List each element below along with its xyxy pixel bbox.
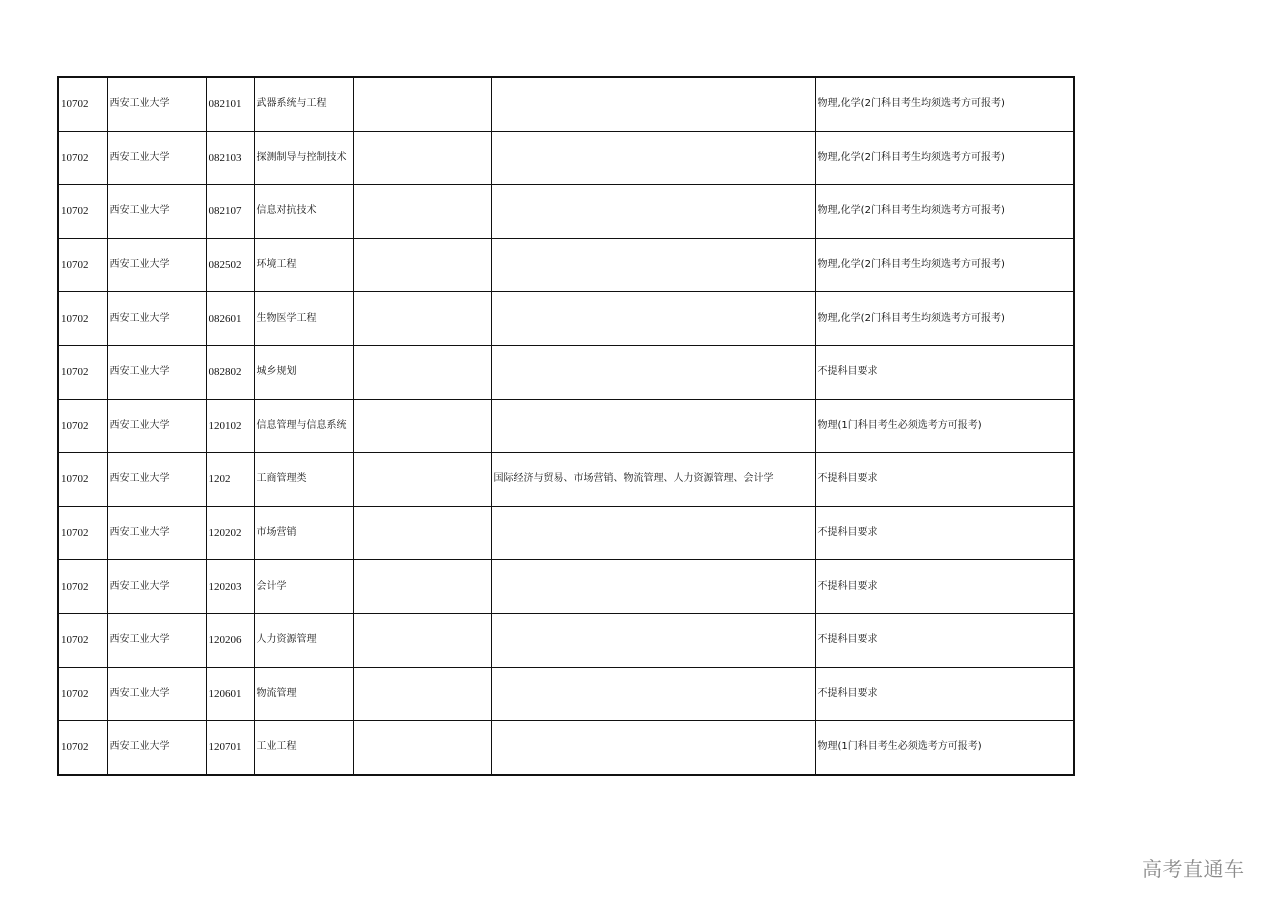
cell-subject-requirement: 物理,化学(2门科目考生均须选考方可报考) bbox=[815, 292, 1074, 346]
cell-subject-requirement: 物理(1门科目考生必须选考方可报考) bbox=[815, 721, 1074, 775]
cell-institution-code: 10702 bbox=[58, 721, 107, 775]
cell-major-code: 120203 bbox=[206, 560, 254, 614]
cell-major-name: 信息管理与信息系统 bbox=[254, 399, 353, 453]
cell-major-code: 082802 bbox=[206, 345, 254, 399]
cell-institution-name: 西安工业大学 bbox=[107, 131, 206, 185]
cell-major-name: 环境工程 bbox=[254, 238, 353, 292]
cell-empty-column bbox=[353, 131, 491, 185]
cell-included-majors bbox=[491, 292, 815, 346]
cell-major-code: 120701 bbox=[206, 721, 254, 775]
cell-empty-column bbox=[353, 185, 491, 239]
cell-institution-code: 10702 bbox=[58, 345, 107, 399]
cell-institution-name: 西安工业大学 bbox=[107, 77, 206, 131]
cell-empty-column bbox=[353, 613, 491, 667]
cell-institution-code: 10702 bbox=[58, 185, 107, 239]
cell-major-code: 082103 bbox=[206, 131, 254, 185]
cell-empty-column bbox=[353, 506, 491, 560]
cell-institution-code: 10702 bbox=[58, 77, 107, 131]
cell-empty-column bbox=[353, 345, 491, 399]
cell-major-name: 探测制导与控制技术 bbox=[254, 131, 353, 185]
table-row bbox=[58, 506, 1074, 560]
cell-institution-code: 10702 bbox=[58, 667, 107, 721]
cell-included-majors: 国际经济与贸易、市场营销、物流管理、人力资源管理、会计学 bbox=[491, 453, 815, 507]
cell-empty-column bbox=[353, 292, 491, 346]
cell-major-name: 人力资源管理 bbox=[254, 613, 353, 667]
cell-institution-code: 10702 bbox=[58, 560, 107, 614]
cell-major-code: 120102 bbox=[206, 399, 254, 453]
table-row bbox=[58, 131, 1074, 185]
table-body bbox=[58, 77, 1074, 775]
cell-major-code: 120601 bbox=[206, 667, 254, 721]
cell-included-majors bbox=[491, 185, 815, 239]
cell-institution-code: 10702 bbox=[58, 453, 107, 507]
cell-major-code: 082601 bbox=[206, 292, 254, 346]
cell-empty-column bbox=[353, 721, 491, 775]
cell-institution-name: 西安工业大学 bbox=[107, 453, 206, 507]
table-row bbox=[58, 292, 1074, 346]
table-row bbox=[58, 345, 1074, 399]
cell-major-code: 1202 bbox=[206, 453, 254, 507]
cell-subject-requirement: 物理,化学(2门科目考生均须选考方可报考) bbox=[815, 131, 1074, 185]
cell-major-name: 市场营销 bbox=[254, 506, 353, 560]
table-row bbox=[58, 721, 1074, 775]
cell-major-name: 工业工程 bbox=[254, 721, 353, 775]
cell-major-code: 120206 bbox=[206, 613, 254, 667]
cell-included-majors bbox=[491, 399, 815, 453]
table-row bbox=[58, 399, 1074, 453]
cell-major-name: 工商管理类 bbox=[254, 453, 353, 507]
cell-major-code: 120202 bbox=[206, 506, 254, 560]
cell-subject-requirement: 不提科目要求 bbox=[815, 506, 1074, 560]
cell-institution-name: 西安工业大学 bbox=[107, 292, 206, 346]
cell-included-majors bbox=[491, 721, 815, 775]
cell-major-name: 会计学 bbox=[254, 560, 353, 614]
table-row bbox=[58, 238, 1074, 292]
cell-empty-column bbox=[353, 399, 491, 453]
watermark: 高考直通车 bbox=[1142, 857, 1245, 881]
cell-institution-name: 西安工业大学 bbox=[107, 560, 206, 614]
cell-empty-column bbox=[353, 453, 491, 507]
cell-included-majors bbox=[491, 345, 815, 399]
cell-subject-requirement: 不提科目要求 bbox=[815, 613, 1074, 667]
cell-empty-column bbox=[353, 560, 491, 614]
cell-major-name: 生物医学工程 bbox=[254, 292, 353, 346]
cell-empty-column bbox=[353, 667, 491, 721]
table-row bbox=[58, 185, 1074, 239]
cell-included-majors bbox=[491, 613, 815, 667]
cell-subject-requirement: 不提科目要求 bbox=[815, 345, 1074, 399]
cell-included-majors bbox=[491, 506, 815, 560]
cell-institution-name: 西安工业大学 bbox=[107, 721, 206, 775]
cell-institution-name: 西安工业大学 bbox=[107, 238, 206, 292]
cell-empty-column bbox=[353, 238, 491, 292]
cell-institution-code: 10702 bbox=[58, 292, 107, 346]
table-row bbox=[58, 77, 1074, 131]
cell-subject-requirement: 物理,化学(2门科目考生均须选考方可报考) bbox=[815, 185, 1074, 239]
cell-subject-requirement: 物理(1门科目考生必须选考方可报考) bbox=[815, 399, 1074, 453]
cell-institution-name: 西安工业大学 bbox=[107, 613, 206, 667]
cell-subject-requirement: 不提科目要求 bbox=[815, 667, 1074, 721]
cell-institution-name: 西安工业大学 bbox=[107, 399, 206, 453]
cell-major-name: 武器系统与工程 bbox=[254, 77, 353, 131]
cell-institution-name: 西安工业大学 bbox=[107, 345, 206, 399]
cell-major-name: 信息对抗技术 bbox=[254, 185, 353, 239]
table-row bbox=[58, 667, 1074, 721]
cell-included-majors bbox=[491, 131, 815, 185]
cell-included-majors bbox=[491, 238, 815, 292]
cell-included-majors bbox=[491, 560, 815, 614]
cell-institution-name: 西安工业大学 bbox=[107, 506, 206, 560]
table-row bbox=[58, 453, 1074, 507]
cell-subject-requirement: 不提科目要求 bbox=[815, 560, 1074, 614]
subject-requirements-table bbox=[57, 76, 1075, 776]
cell-included-majors bbox=[491, 77, 815, 131]
cell-empty-column bbox=[353, 77, 491, 131]
cell-major-code: 082502 bbox=[206, 238, 254, 292]
cell-institution-code: 10702 bbox=[58, 131, 107, 185]
cell-institution-name: 西安工业大学 bbox=[107, 185, 206, 239]
cell-institution-code: 10702 bbox=[58, 399, 107, 453]
cell-major-code: 082101 bbox=[206, 77, 254, 131]
cell-institution-name: 西安工业大学 bbox=[107, 667, 206, 721]
cell-subject-requirement: 不提科目要求 bbox=[815, 453, 1074, 507]
cell-major-code: 082107 bbox=[206, 185, 254, 239]
cell-major-name: 城乡规划 bbox=[254, 345, 353, 399]
table-row bbox=[58, 560, 1074, 614]
cell-subject-requirement: 物理,化学(2门科目考生均须选考方可报考) bbox=[815, 77, 1074, 131]
cell-major-name: 物流管理 bbox=[254, 667, 353, 721]
cell-institution-code: 10702 bbox=[58, 506, 107, 560]
cell-institution-code: 10702 bbox=[58, 238, 107, 292]
cell-subject-requirement: 物理,化学(2门科目考生均须选考方可报考) bbox=[815, 238, 1074, 292]
cell-institution-code: 10702 bbox=[58, 613, 107, 667]
table-row bbox=[58, 613, 1074, 667]
cell-included-majors bbox=[491, 667, 815, 721]
